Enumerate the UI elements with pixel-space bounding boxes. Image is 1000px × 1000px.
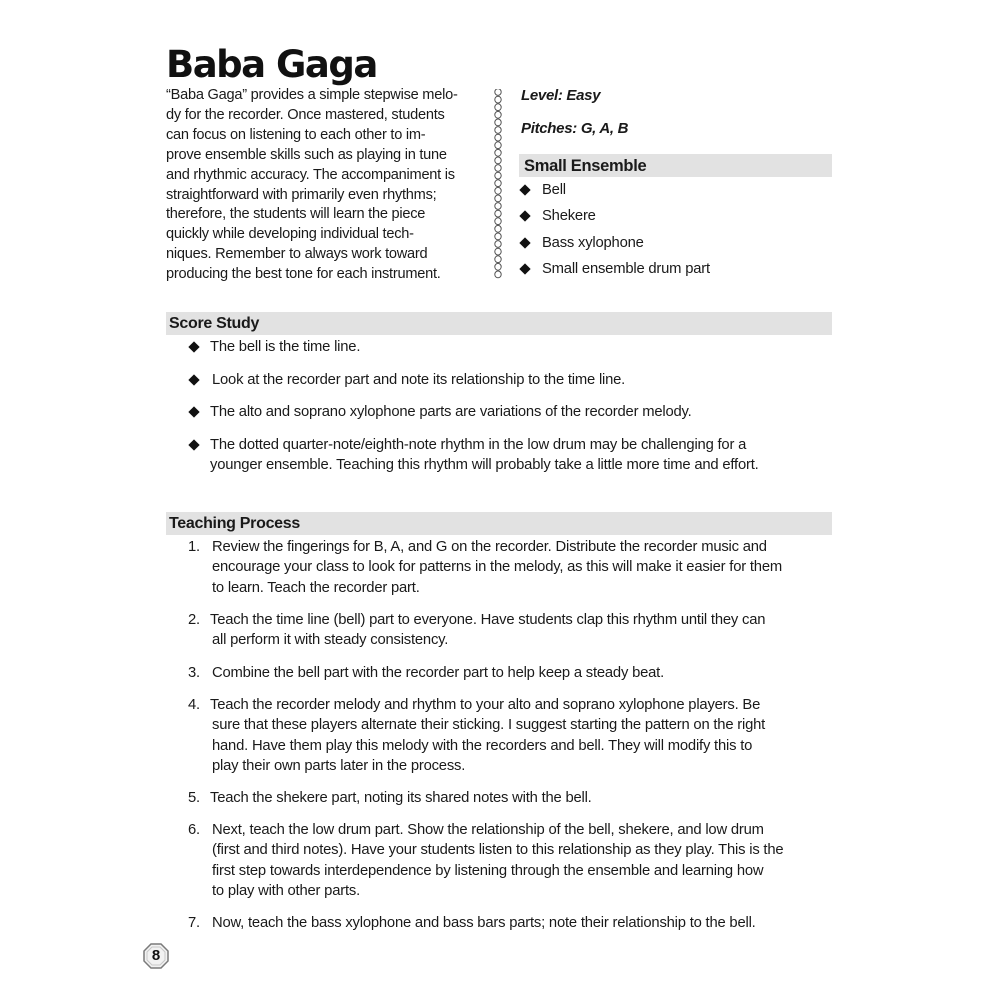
- pitches-label: Pitches: G, A, B: [521, 120, 629, 137]
- step-line: to learn. Teach the recorder part.: [212, 579, 420, 596]
- chain-link: [495, 271, 501, 278]
- chain-link: [495, 172, 501, 179]
- step-number: 3.: [188, 665, 200, 681]
- step-line: hand. Have them play this melody with the recorders and bell. They will modify this to: [212, 737, 753, 754]
- step-number: 6.: [188, 822, 200, 838]
- score-study-line: younger ensemble. Teaching this rhythm will probably take a little more time and effort.: [210, 457, 759, 473]
- chain-link: [495, 241, 501, 248]
- diamond-bullet-icon: [188, 439, 199, 450]
- chain-link: [495, 142, 501, 149]
- chain-link: [495, 149, 501, 156]
- step-number: 2.: [188, 612, 200, 628]
- step-number: 4.: [188, 697, 200, 713]
- score-study-line: The bell is the time line.: [210, 339, 361, 355]
- score-study-line: The dotted quarter-note/eighth-note rhythm in the low drum may be challenging for a: [210, 437, 747, 453]
- chain-link: [495, 187, 501, 194]
- step-number: 1.: [188, 539, 200, 555]
- chain-link: [495, 233, 501, 240]
- level-label: Level: Easy: [521, 87, 601, 104]
- chain-link: [495, 89, 501, 95]
- chain-link: [495, 248, 501, 255]
- chain-link: [495, 119, 501, 126]
- chain-link: [495, 218, 501, 225]
- step-text: [210, 610, 765, 651]
- intro-line: prove ensemble skills such as playing in tune: [166, 146, 447, 163]
- ensemble-item-shekere: Shekere: [542, 208, 596, 224]
- intro-line: dy for the recorder. Once mastered, students: [166, 106, 445, 123]
- step-number: 7.: [188, 915, 200, 931]
- step-number: 5.: [188, 790, 200, 806]
- intro-line: producing the best tone for each instrument.: [166, 266, 441, 283]
- step-text: [212, 537, 782, 598]
- intro-line: therefore, the students will learn the piece: [166, 206, 426, 223]
- step-line: first step towards interdependence by listening through the ensemble and learning how: [212, 862, 764, 879]
- page-title: Baba Gaga: [166, 43, 377, 86]
- chain-link: [495, 157, 501, 164]
- chain-link: [495, 180, 501, 187]
- step-text: [210, 788, 592, 808]
- intro-line: “Baba Gaga” provides a simple stepwise melo-: [166, 87, 458, 103]
- step-line: Review the fingerings for B, A, and G on the recorder. Distribute the recorder music and: [212, 539, 767, 555]
- score-study-item: [210, 435, 759, 475]
- score-study-item: [210, 402, 692, 422]
- ensemble-item-bass-xylophone: Bass xylophone: [542, 235, 644, 251]
- chain-link: [495, 96, 501, 103]
- page-number: 8: [151, 947, 161, 964]
- intro-paragraph: [166, 86, 486, 285]
- step-text: [212, 820, 783, 901]
- step-line: Next, teach the low drum part. Show the relationship of the bell, shekere, and low drum: [212, 822, 764, 838]
- chain-link: [495, 111, 501, 118]
- step-text: [212, 663, 664, 683]
- chain-link: [495, 210, 501, 217]
- step-line: to play with other parts.: [212, 882, 360, 899]
- step-line: Teach the shekere part, noting its shared notes with the bell.: [210, 790, 592, 806]
- score-study-line: Look at the recorder part and note its relationship to the time line.: [212, 372, 626, 388]
- diamond-bullet-icon: [188, 406, 199, 417]
- chain-link: [495, 104, 501, 111]
- chain-link: [495, 127, 501, 134]
- chain-link: [495, 256, 501, 263]
- step-line: Combine the bell part with the recorder part to help keep a steady beat.: [212, 665, 664, 681]
- diamond-bullet-icon: [519, 237, 530, 248]
- score-study-line: The alto and soprano xylophone parts are variations of the recorder melody.: [210, 404, 692, 420]
- intro-line: quickly while developing individual tech-: [166, 226, 414, 243]
- page-number-badge: [142, 942, 170, 970]
- chain-link: [495, 263, 501, 270]
- step-text: [212, 913, 756, 933]
- chain-link: [495, 134, 501, 141]
- intro-line: niques. Remember to always work toward: [166, 246, 428, 263]
- diamond-bullet-icon: [519, 210, 530, 221]
- ensemble-item-drum-part: Small ensemble drum part: [542, 261, 710, 277]
- step-line: sure that these players alternate their sticking. I suggest starting the pattern on the right: [212, 717, 766, 734]
- chain-link: [495, 165, 501, 172]
- score-study-item: [210, 337, 360, 357]
- step-line: play their own parts later in the process.: [212, 757, 466, 774]
- step-line: encourage your class to look for patterns in the melody, as this will make it easier for them: [212, 559, 782, 576]
- chain-link: [495, 195, 501, 202]
- step-text: [210, 695, 765, 776]
- diamond-bullet-icon: [519, 184, 530, 195]
- diamond-bullet-icon: [188, 374, 199, 385]
- chain-link: [495, 203, 501, 210]
- step-line: (first and third notes). Have your students listen to this relationship as they play. This is the: [212, 842, 784, 859]
- intro-line: straightforward with primarily even rhythms;: [166, 186, 437, 203]
- intro-line: can focus on listening to each other to im-: [166, 126, 426, 143]
- step-line: Teach the recorder melody and rhythm to your alto and soprano xylophone players. Be: [210, 697, 761, 713]
- diamond-bullet-icon: [519, 263, 530, 274]
- teaching-process-heading: Teaching Process: [166, 512, 832, 535]
- step-line: all perform it with steady consistency.: [212, 632, 449, 649]
- step-line: Teach the time line (bell) part to everyone. Have students clap this rhythm until they can: [210, 612, 766, 628]
- small-ensemble-heading: Small Ensemble: [519, 154, 832, 177]
- intro-line: and rhythmic accuracy. The accompaniment is: [166, 166, 455, 183]
- score-study-heading: Score Study: [166, 312, 832, 335]
- diamond-bullet-icon: [188, 341, 199, 352]
- step-line: Now, teach the bass xylophone and bass bars parts; note their relationship to the bell.: [212, 915, 756, 931]
- ensemble-item-bell: Bell: [542, 182, 566, 198]
- chain-link: [495, 225, 501, 232]
- score-study-item: [212, 370, 625, 390]
- chain-divider: [492, 89, 504, 281]
